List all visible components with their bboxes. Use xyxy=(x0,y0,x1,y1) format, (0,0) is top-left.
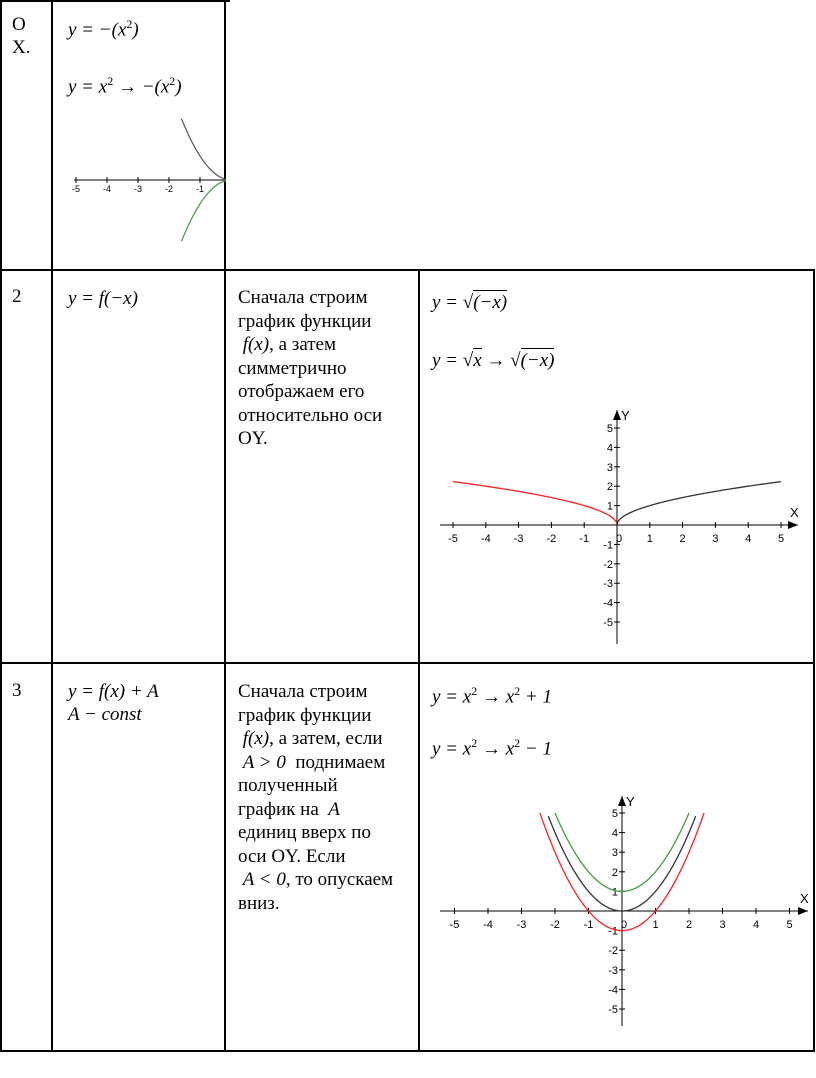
table-border-bottom xyxy=(0,1050,815,1052)
row3-desc-line: единиц вверх по xyxy=(238,822,371,843)
row2-desc-line: симметрично xyxy=(238,357,347,379)
row2-y-tick-label: 3 xyxy=(606,461,613,474)
row3-desc-line: оси OY. Если xyxy=(238,845,346,867)
row2-x-tick-label: -1 xyxy=(579,533,590,545)
row1-x-tick-label: -4 xyxy=(102,184,112,194)
row2-y-tick-label: 1 xyxy=(606,500,613,513)
row1-formula-example: $y = x^2 \to -(x^2)$ xyxy=(68,74,182,98)
row2-series-0 xyxy=(453,482,617,525)
row3-desc-line: вниз. xyxy=(238,892,280,914)
row3-y-tick-label: -3 xyxy=(608,964,618,977)
row3-y-tick-label: 1 xyxy=(611,886,618,899)
row1-formula-main: $y = -(x^2)$ xyxy=(68,17,139,41)
row2-example-2: y = √x → √(−x) xyxy=(432,350,555,371)
table-border-right xyxy=(813,270,815,1052)
row2-example-1: y = √(−x) xyxy=(432,292,508,313)
row3-formula-sub: A − const xyxy=(68,704,142,725)
row2-x-tick-label: 1 xyxy=(646,533,653,545)
table-border-top xyxy=(0,0,230,2)
row3-example-1: $y = x^2 \to x^2 + 1$ xyxy=(432,684,552,708)
row3-y-tick-label: -2 xyxy=(608,945,618,958)
row1-x-tick-label: -5 xyxy=(71,184,81,194)
row1-x-tick-label: -2 xyxy=(164,184,174,194)
row1-plot xyxy=(66,110,226,250)
row3-x-tick-label: 0 xyxy=(620,919,628,931)
row3-desc-line: Сначала строим xyxy=(238,681,368,702)
table-border-left xyxy=(0,0,2,1052)
row3-y-tick-label: 2 xyxy=(611,866,618,879)
row1-x-tick-label: -1 xyxy=(195,184,205,194)
row2-x-arrow xyxy=(788,521,798,529)
row2-description xyxy=(238,286,418,451)
row3-desc-line: A < 0, то опускаем xyxy=(238,869,394,890)
row3-x-tick-label: 5 xyxy=(786,919,793,931)
row2-y-tick-label: -3 xyxy=(603,578,613,591)
table-divider-col1 xyxy=(51,0,53,1052)
row2-x-tick-label: 2 xyxy=(679,533,686,545)
row2-chart xyxy=(422,404,812,654)
row3-x-tick-label: -5 xyxy=(449,919,460,931)
row2-x-tick-label: -3 xyxy=(513,533,524,545)
row1-curve-base xyxy=(181,119,226,180)
row3-desc-line: график функции xyxy=(238,704,372,726)
row3-x-label: X xyxy=(800,891,809,906)
row3-example-2: $y = x^2 \to x^2 - 1$ xyxy=(432,736,552,760)
row3-y-tick-label: 4 xyxy=(611,827,618,840)
row3-y-label: Y xyxy=(626,794,635,809)
row2-x-tick-label: 4 xyxy=(745,533,752,545)
row2-desc-line: Сначала строим xyxy=(238,287,368,308)
row2-desc-line: f(x), а затем xyxy=(238,334,337,355)
row2-x-label: X xyxy=(790,505,799,520)
row3-y-tick-label: 3 xyxy=(611,847,618,860)
row2-y-tick-label: 2 xyxy=(606,481,613,494)
row2-number: 2 xyxy=(12,286,22,307)
row3-y-arrow xyxy=(618,796,626,806)
row3-chart xyxy=(422,790,812,1030)
row3-desc-line: A > 0 поднимаем xyxy=(238,751,386,773)
row3-y-tick-label: -1 xyxy=(608,925,618,938)
row2-y-arrow xyxy=(613,410,621,420)
row2-x-tick-label: -4 xyxy=(480,533,491,545)
row2-series-1 xyxy=(617,482,781,525)
row2-y-tick-label: -5 xyxy=(603,617,613,629)
row2-y-tick-label: 4 xyxy=(606,442,613,455)
row3-x-tick-label: 3 xyxy=(719,919,726,931)
row3-x-tick-label: 1 xyxy=(652,919,659,931)
row3-x-tick-label: 4 xyxy=(752,919,760,931)
row2-x-tick-label: -2 xyxy=(546,533,557,545)
row2-x-tick-label: 5 xyxy=(777,533,785,545)
row2-y-tick-label: 5 xyxy=(606,423,613,435)
row2-y-tick-label: -1 xyxy=(603,539,613,552)
row2-x-tick-label: 0 xyxy=(615,533,623,545)
row3-x-arrow xyxy=(798,907,808,915)
row2-formula-main: y = f(−x) xyxy=(68,288,138,309)
row3-number: 3 xyxy=(12,680,22,701)
row1-number-line2: Х. xyxy=(12,37,31,58)
row3-x-tick-label: -2 xyxy=(550,919,560,931)
row3-x-tick-label: -4 xyxy=(483,919,493,931)
row3-desc-line: f(x), а затем, если xyxy=(238,728,383,749)
table-row-divider-1 xyxy=(0,269,815,271)
row3-y-tick-label: -4 xyxy=(608,984,618,997)
row3-x-tick-label: -1 xyxy=(583,919,594,931)
row3-x-tick-label: -3 xyxy=(516,919,527,931)
row2-desc-line: OY. xyxy=(238,428,268,449)
row3-y-tick-label: -5 xyxy=(608,1004,618,1016)
row3-x-tick-label: 2 xyxy=(685,919,693,931)
row3-desc-line: полученный xyxy=(238,775,338,796)
row2-desc-line: график функции xyxy=(238,310,372,332)
row1-x-tick-label: -3 xyxy=(133,184,143,194)
row2-x-tick-label: 3 xyxy=(712,533,719,545)
row2-x-tick-label: -5 xyxy=(448,533,458,545)
row2-desc-line: отображаем его xyxy=(238,381,365,402)
row3-description xyxy=(238,680,418,915)
row2-y-tick-label: -2 xyxy=(603,558,613,571)
row3-y-tick-label: 5 xyxy=(611,808,618,820)
row1-number-line1: О xyxy=(12,14,26,35)
row3-desc-line: график на A xyxy=(238,798,340,820)
table-divider-col3 xyxy=(418,270,420,1052)
row2-desc-line: относительно оси xyxy=(238,404,383,426)
table-row-divider-2 xyxy=(0,662,815,664)
row3-formula-main: y = f(x) + A xyxy=(68,681,159,702)
row2-y-tick-label: -4 xyxy=(603,597,613,610)
row2-y-label: Y xyxy=(621,408,630,423)
